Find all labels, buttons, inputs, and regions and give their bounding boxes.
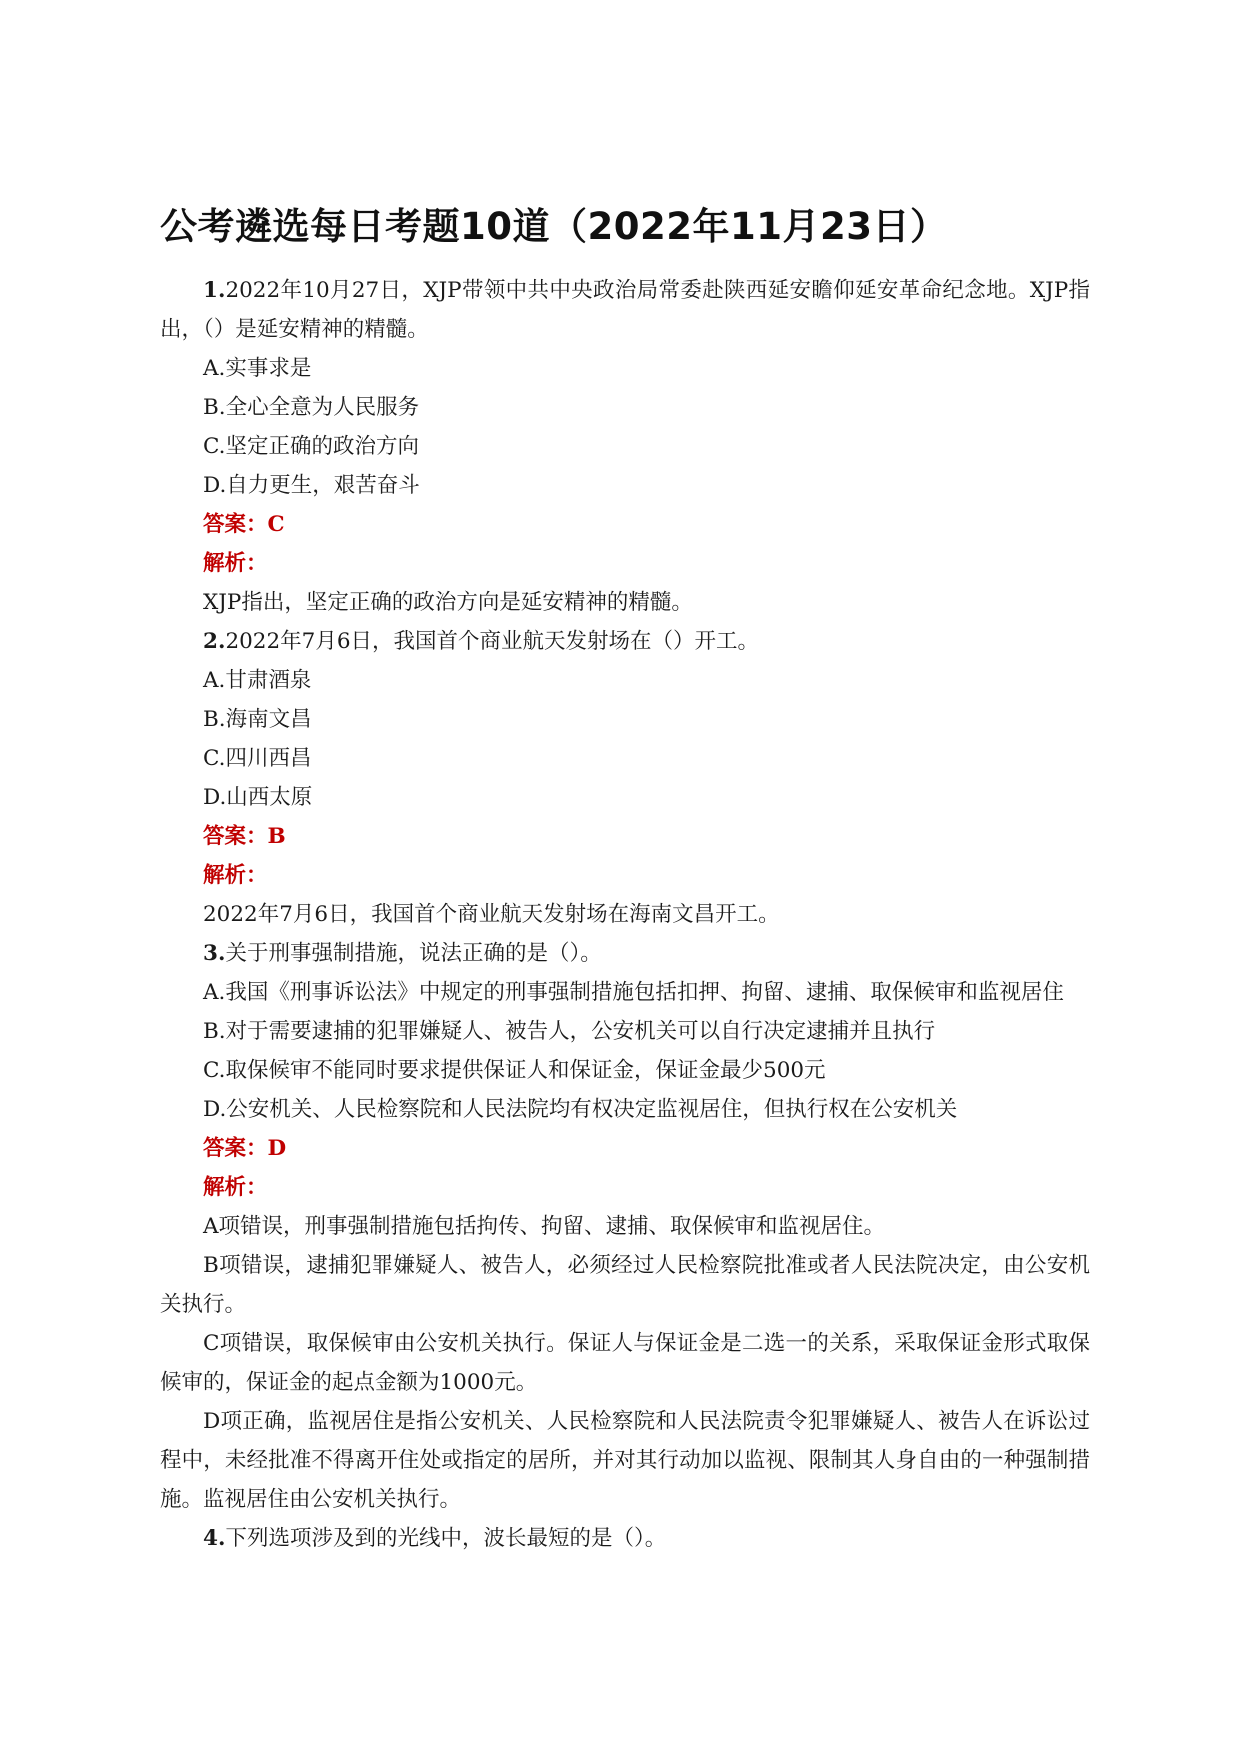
question-list bbox=[160, 271, 1090, 1558]
option-d: D.自力更生，艰苦奋斗 bbox=[203, 473, 420, 498]
question-1 bbox=[160, 271, 1090, 622]
option-c: C.四川西昌 bbox=[203, 746, 312, 771]
question-text: 下列选项涉及到的光线中，波长最短的是（）。 bbox=[225, 1526, 667, 1551]
analysis-label: 解析： bbox=[203, 1175, 268, 1200]
option-b: B.对于需要逮捕的犯罪嫌疑人、被告人，公安机关可以自行决定逮捕并且执行 bbox=[203, 1019, 936, 1044]
analysis-text: B项错误，逮捕犯罪嫌疑人、被告人，必须经过人民检察院批准或者人民法院决定，由公安机关执行。 bbox=[160, 1253, 1090, 1317]
question-stem bbox=[160, 1519, 1090, 1558]
question-text: 关于刑事强制措施，说法正确的是（）。 bbox=[225, 941, 602, 966]
analysis-text: A项错误，刑事强制措施包括拘传、拘留、逮捕、取保候审和监视居住。 bbox=[203, 1214, 886, 1239]
question-text: 2022年7月6日，我国首个商业航天发射场在（）开工。 bbox=[225, 629, 760, 654]
analysis-label: 解析： bbox=[203, 863, 268, 888]
analysis-text: D项正确，监视居住是指公安机关、人民检察院和人民法院责令犯罪嫌疑人、被告人在诉讼过程中，未经批准不得离开住处或指定的居所，并对其行动加以监视、限制其人身自由的一种强制措施。监视居住由公安机关执行。 bbox=[160, 1409, 1090, 1512]
answer-label: 答案：B bbox=[203, 824, 286, 849]
question-stem bbox=[160, 271, 1090, 349]
question-number: 1. bbox=[203, 278, 226, 303]
option-c: C.取保候审不能同时要求提供保证人和保证金，保证金最少500元 bbox=[203, 1058, 826, 1083]
option-b: B.全心全意为人民服务 bbox=[203, 395, 420, 420]
analysis-text: 2022年7月6日，我国首个商业航天发射场在海南文昌开工。 bbox=[203, 902, 780, 927]
option-d: D.山西太原 bbox=[203, 785, 313, 810]
analysis-text: XJP指出，坚定正确的政治方向是延安精神的精髓。 bbox=[203, 590, 693, 615]
option-c: C.坚定正确的政治方向 bbox=[203, 434, 420, 459]
option-a: A.甘肃酒泉 bbox=[203, 668, 312, 693]
question-stem bbox=[160, 934, 1090, 973]
question-2 bbox=[160, 622, 1090, 934]
analysis-label: 解析： bbox=[203, 551, 268, 576]
answer-label: 答案：C bbox=[203, 512, 285, 537]
question-3 bbox=[160, 934, 1090, 1519]
analysis-text: C项错误，取保候审由公安机关执行。保证人与保证金是二选一的关系，采取保证金形式取保候审的，保证金的起点金额为1000元。 bbox=[160, 1331, 1090, 1395]
option-d: D.公安机关、人民检察院和人民法院均有权决定监视居住，但执行权在公安机关 bbox=[203, 1097, 958, 1122]
page-title: 公考遴选每日考题10道（2022年11月23日） bbox=[160, 205, 948, 248]
question-text: 2022年10月27日，XJP带领中共中央政治局常委赴陕西延安瞻仰延安革命纪念地。XJP指出，（）是延安精神的精髓。 bbox=[160, 278, 1090, 342]
question-stem bbox=[160, 622, 1090, 661]
question-number: 2. bbox=[203, 629, 226, 654]
question-number: 4. bbox=[203, 1526, 226, 1551]
option-a: A.我国《刑事诉讼法》中规定的刑事强制措施包括扣押、拘留、逮捕、取保候审和监视居住 bbox=[203, 980, 1064, 1005]
question-4 bbox=[160, 1519, 1090, 1558]
answer-label: 答案：D bbox=[203, 1136, 287, 1161]
option-a: A.实事求是 bbox=[203, 356, 312, 381]
question-number: 3. bbox=[203, 941, 226, 966]
option-b: B.海南文昌 bbox=[203, 707, 312, 732]
